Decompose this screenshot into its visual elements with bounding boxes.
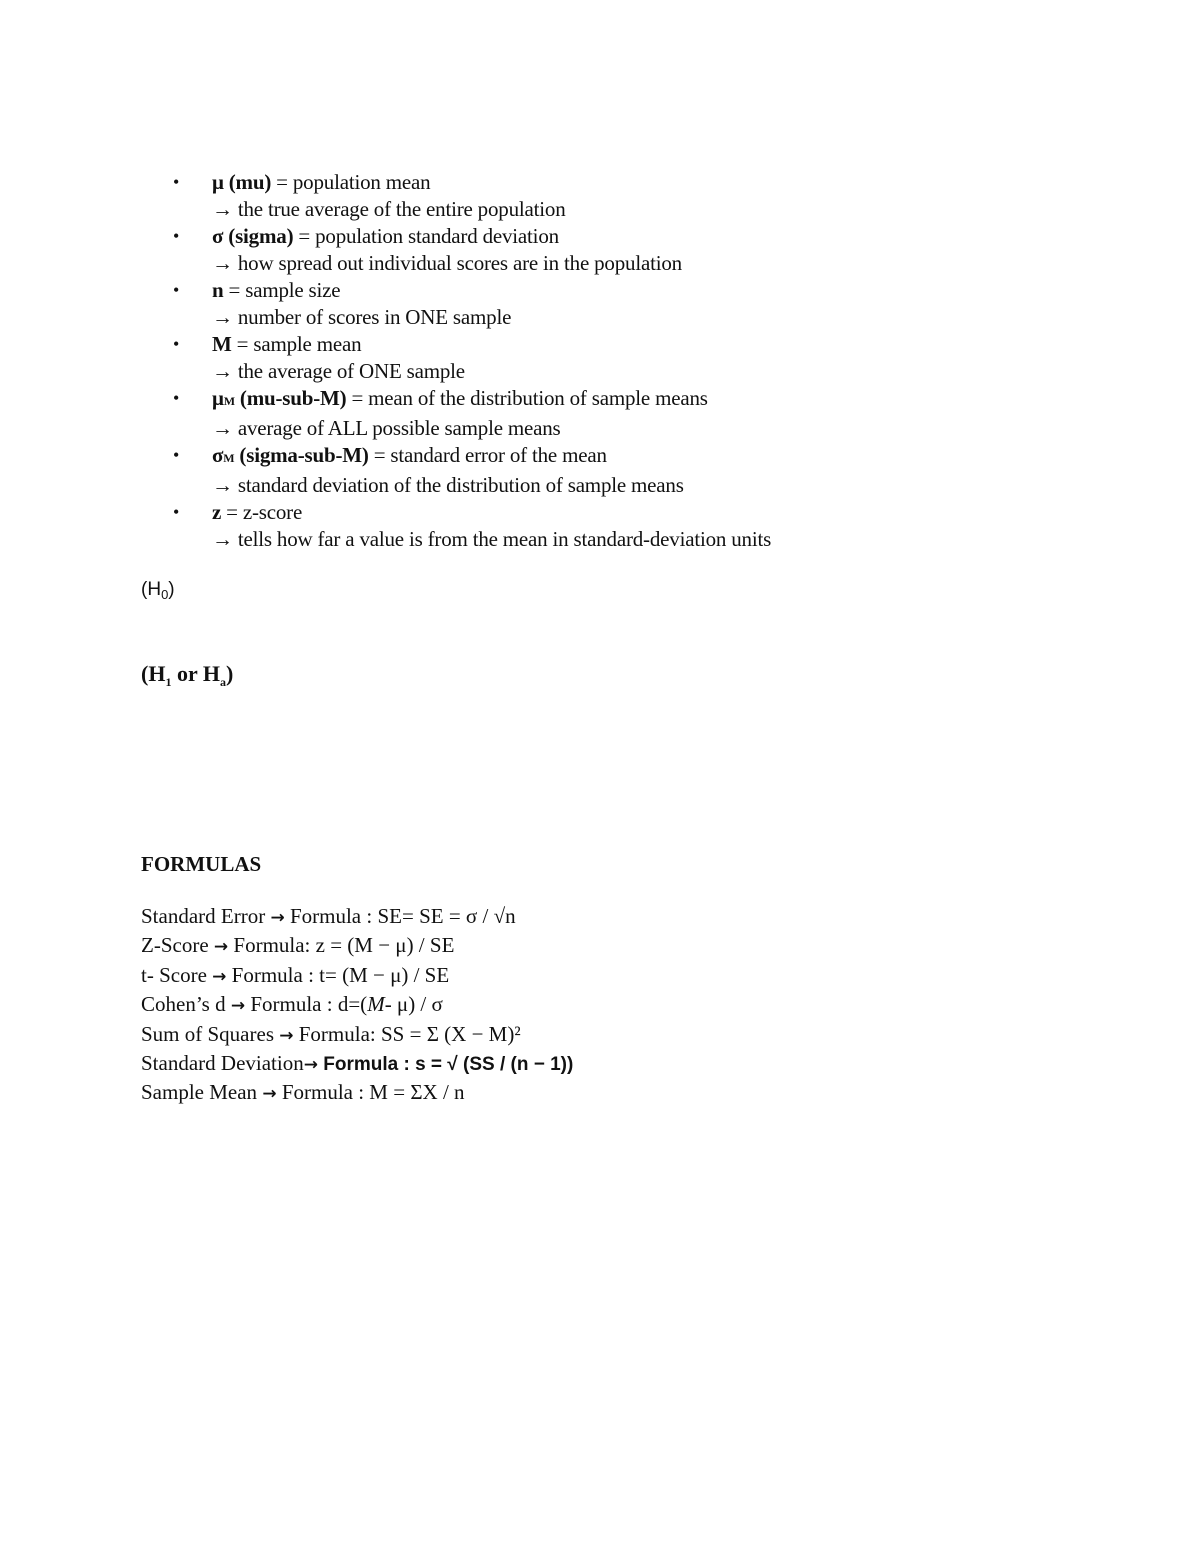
arrow-icon: → <box>262 1084 277 1105</box>
alternative-hypothesis-label <box>141 659 233 692</box>
definition-mu-sub-m <box>0 385 1200 442</box>
definition-desc: = population mean <box>271 170 431 194</box>
definition-term <box>212 386 346 410</box>
formulas-heading: FORMULAS <box>141 852 262 876</box>
arrow-icon: → <box>303 1055 318 1076</box>
definition-desc: = sample mean <box>231 332 362 356</box>
formula-text-post: - μ) / σ <box>384 992 443 1017</box>
formula-name: Z-Score <box>141 933 214 958</box>
definition-sigma <box>0 223 1200 277</box>
formulas-list <box>141 903 573 1109</box>
definition-term: μ (mu) <box>212 170 272 194</box>
formula-name: Standard Error <box>141 904 271 928</box>
definition-desc: = mean of the distribution of sample means <box>346 386 708 410</box>
formula-text: Formula: SS = Σ (X − M)² <box>293 1021 521 1046</box>
definitions-list <box>0 169 1200 553</box>
bullet: • <box>173 172 180 192</box>
bullet: • <box>173 445 180 465</box>
formula-text: Formula : M = ΣX / n <box>276 1080 465 1105</box>
formula-t-score <box>141 962 573 991</box>
formula-text-italic: M <box>367 992 385 1017</box>
bullet: • <box>173 280 180 300</box>
h0-subscript: 0 <box>161 587 169 602</box>
definition-n <box>0 277 1200 331</box>
arrow-icon: → <box>279 1025 294 1046</box>
formula-text: Formula: z = (M − μ) / SE <box>228 933 455 958</box>
bullet: • <box>173 226 180 246</box>
formula-cohens-d <box>141 991 573 1020</box>
formula-sum-of-squares <box>141 1021 573 1050</box>
arrow-icon: → <box>270 908 285 928</box>
formula-name: Sample Mean <box>141 1080 263 1105</box>
formula-text: Formula : t= (M − μ) / SE <box>226 962 450 987</box>
arrow-icon: → <box>230 996 246 1017</box>
definition-term <box>212 443 369 467</box>
h1-mid: or H <box>171 661 220 686</box>
formula-text: Formula : SE= SE = σ / √n <box>284 904 516 928</box>
definition-mu <box>0 169 1200 223</box>
definition-note: → the average of ONE sample <box>212 359 465 383</box>
term-symbol: σ <box>212 443 224 467</box>
formula-name: Standard Deviation <box>141 1051 304 1076</box>
arrow-icon: → <box>212 966 227 987</box>
null-hypothesis-label <box>141 576 175 605</box>
formula-sample-mean <box>141 1079 573 1108</box>
formula-standard-error <box>141 903 573 932</box>
term-rest: (sigma-sub-M) <box>234 443 369 467</box>
bullet: • <box>173 502 180 522</box>
definition-note: → average of ALL possible sample means <box>212 416 561 440</box>
definition-note: → how spread out individual scores are in the population <box>212 251 682 275</box>
term-subscript: M <box>223 394 235 408</box>
definition-term: σ (sigma) <box>212 224 294 248</box>
formula-name: t- Score <box>141 962 213 987</box>
definition-sigma-sub-m <box>0 442 1200 499</box>
formula-text-pre: Formula : d=( <box>245 992 368 1017</box>
definition-desc: = population standard deviation <box>293 224 559 248</box>
definition-note: → the true average of the entire population <box>212 197 566 221</box>
ha-subscript: a <box>219 675 226 689</box>
term-rest: (mu-sub-M) <box>234 386 347 410</box>
definition-note: → number of scores in ONE sample <box>212 305 512 329</box>
definition-note: → tells how far a value is from the mean in standard-deviation units <box>212 527 772 551</box>
definition-note: → standard deviation of the distribution of sample means <box>212 473 684 497</box>
definition-desc: = sample size <box>223 278 341 302</box>
h0-close: ) <box>168 579 175 600</box>
term-subscript: M <box>223 451 235 465</box>
definition-m <box>0 331 1200 385</box>
term-symbol: μ <box>212 386 224 410</box>
h1-subscript: 1 <box>165 675 172 689</box>
formula-standard-deviation <box>141 1050 573 1079</box>
formula-name: Sum of Squares <box>141 1021 280 1046</box>
definition-z <box>0 499 1200 553</box>
formula-text: Formula : s = √ (SS / (n − 1)) <box>317 1054 574 1076</box>
arrow-icon: → <box>213 937 229 958</box>
definition-term: M <box>212 332 232 356</box>
bullet: • <box>173 388 180 408</box>
h0-open: (H <box>141 579 162 600</box>
bullet: • <box>173 334 180 354</box>
h1-close: ) <box>225 661 234 686</box>
formula-z-score <box>141 932 573 961</box>
definition-desc: = z-score <box>221 500 303 524</box>
definition-desc: = standard error of the mean <box>368 443 607 467</box>
definition-term: n <box>212 278 224 302</box>
h1-open: (H <box>141 661 166 686</box>
definition-term: z <box>212 500 222 524</box>
formula-name: Cohen’s d <box>141 992 231 1017</box>
